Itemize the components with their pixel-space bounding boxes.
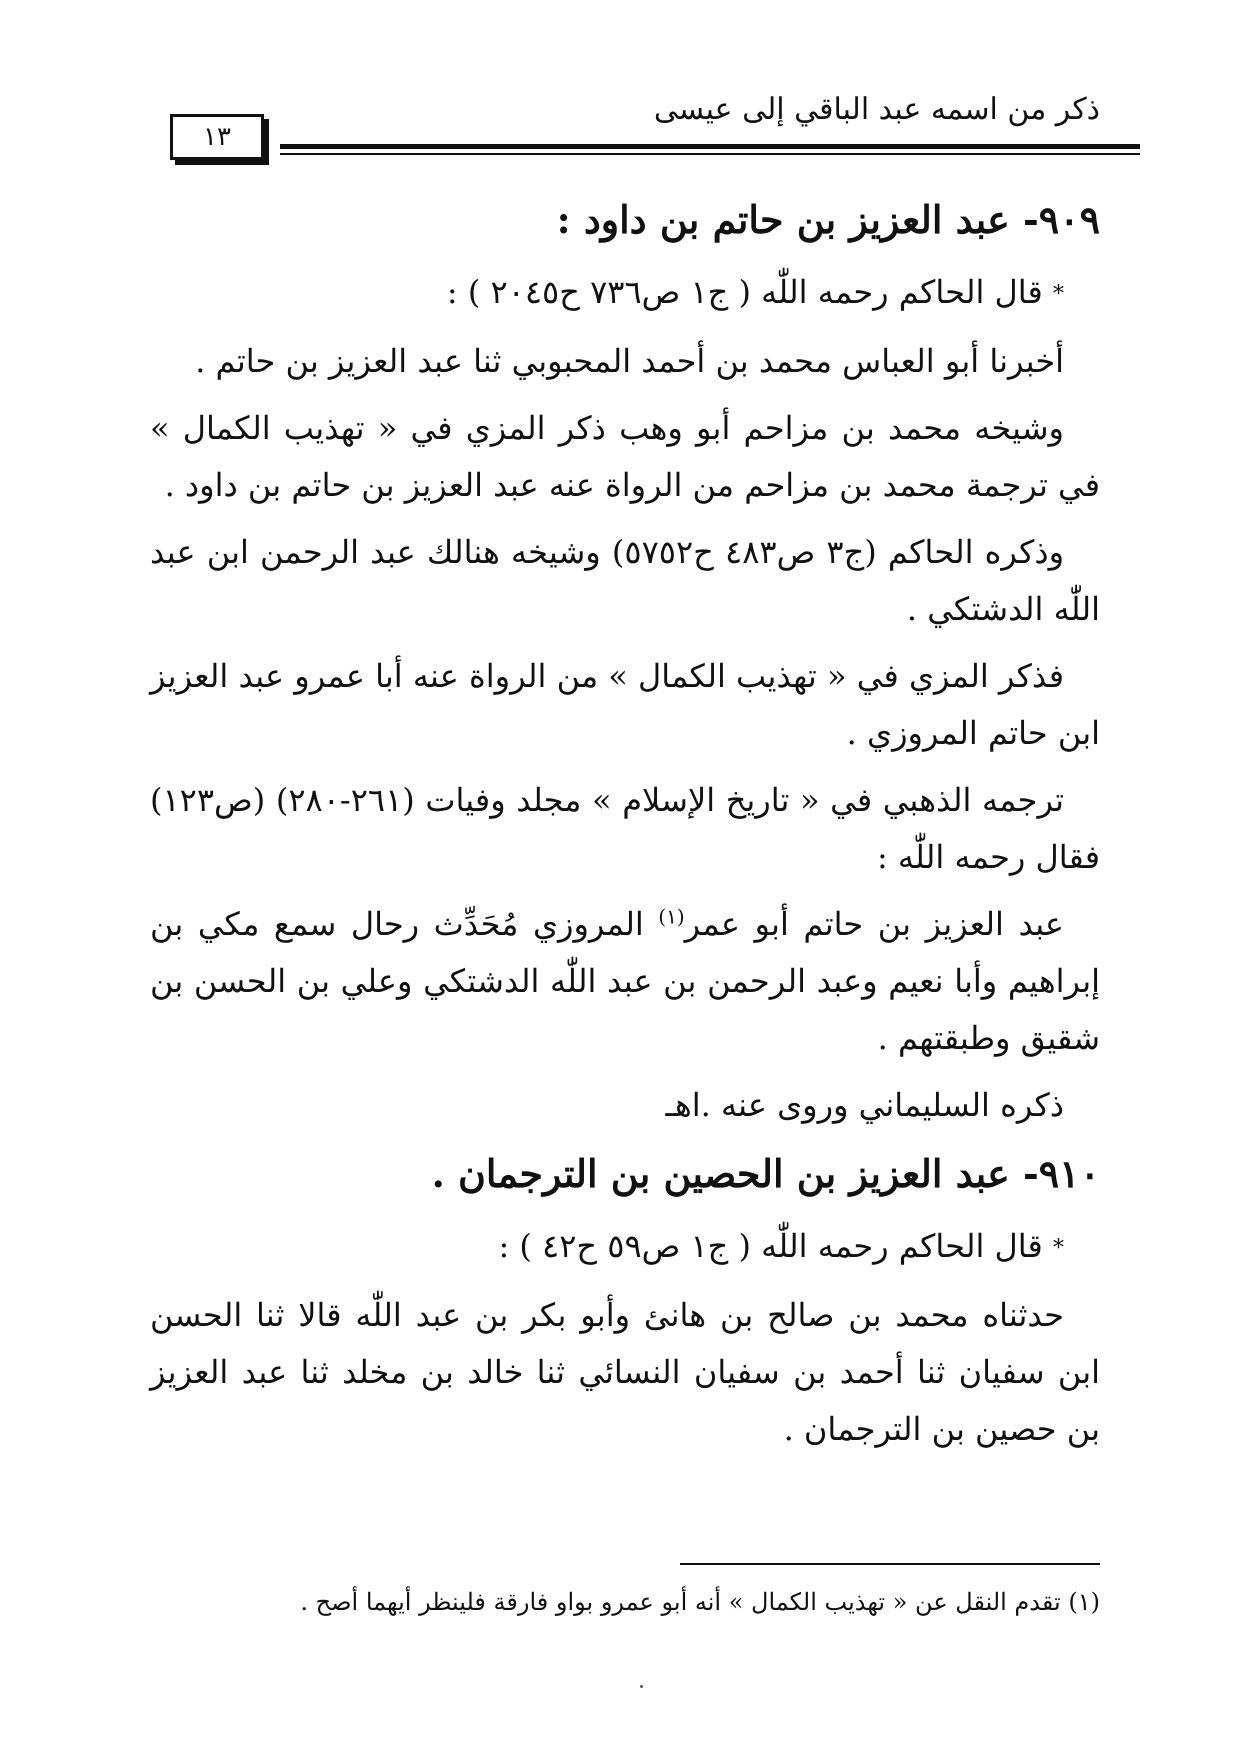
quoted-biography: عبد العزيز بن حاتم أبو عمر$^{(١)}$ المروزي مُحَدِّث رحال سمع مكي بن إبراهيم وأبا نعيم وعبد الرحمن بن عبد اللّٰه الدشتكي وعلي بن الحسن بن شقيق وطبقتهم . <box>150 904 1100 1057</box>
asterisk-marker: * <box>1053 1236 1064 1261</box>
paragraph: أخبرنا أبو العباس محمد بن أحمد المحبوبي ثنا عبد العزيز بن حاتم . <box>195 342 1064 380</box>
page-number: ١٣ <box>170 114 264 160</box>
scan-speck <box>640 1685 643 1688</box>
footnote-text: تقدم النقل عن « تهذيب الكمال » أنه أبو عمرو بواو فارقة فلينظر أيهما أصح . <box>300 1588 1061 1616</box>
footnote-marker: (١) <box>1068 1588 1100 1616</box>
asterisk-marker: * <box>1053 282 1064 307</box>
paragraph: وذكره الحاكم (ج٣ ص٤٨٣ ح٥٧٥٢) وشيخه هنالك عبد الرحمن ابن عبد اللّٰه الدشتكي . <box>150 533 1100 628</box>
entry-heading: ٩٠٩- عبد العزيز بن حاتم بن داود : <box>556 197 1100 242</box>
paragraph: حدثناه محمد بن صالح بن هانئ وأبو بكر بن عبد اللّٰه قالا ثنا الحسن ابن سفيان ثنا أحمد بن سفيان النسائي ثنا خالد بن مخلد ثنا عبد العزيز بن حصين بن الترجمان . <box>150 1296 1100 1448</box>
running-header <box>170 92 1100 162</box>
main-text <box>150 190 1100 1468</box>
source-citation: * قال الحاكم رحمه اللّٰه ( ج١ ص٧٣٦ ح٢٠٤٥ ) : <box>446 273 1064 311</box>
entry-heading: ٩١٠- عبد العزيز بن الحصين بن الترجمان . <box>431 1151 1100 1196</box>
source-citation: * قال الحاكم رحمه اللّٰه ( ج١ ص٥٩ ح٤٢ ) : <box>498 1227 1064 1265</box>
paragraph: وشيخه محمد بن مزاحم أبو وهب ذكر المزي في « تهذيب الكمال » في ترجمة محمد بن مزاحم من الرواة عنه عبد العزيز بن حاتم بن داود . <box>150 409 1100 504</box>
header-rule <box>280 144 1140 149</box>
paragraph: فذكر المزي في « تهذيب الكمال » من الرواة عنه أبا عمرو عبد العزيز ابن حاتم المروزي . <box>150 657 1100 752</box>
header-title: ذكر من اسمه عبد الباقي إلى عيسى <box>653 92 1100 127</box>
footnote-reference[interactable]: (١) <box>658 904 685 929</box>
paragraph: ذكره السليماني وروى عنه .اهـ <box>665 1086 1064 1124</box>
footnote-divider <box>680 1563 1100 1565</box>
footnote <box>150 1582 1100 1622</box>
paragraph: ترجمه الذهبي في « تاريخ الإسلام » مجلد وفيات (٢٦١-٢٨٠) (ص١٢٣) فقال رحمه اللّٰه : <box>150 781 1100 876</box>
header-rule-thin <box>280 153 1140 155</box>
